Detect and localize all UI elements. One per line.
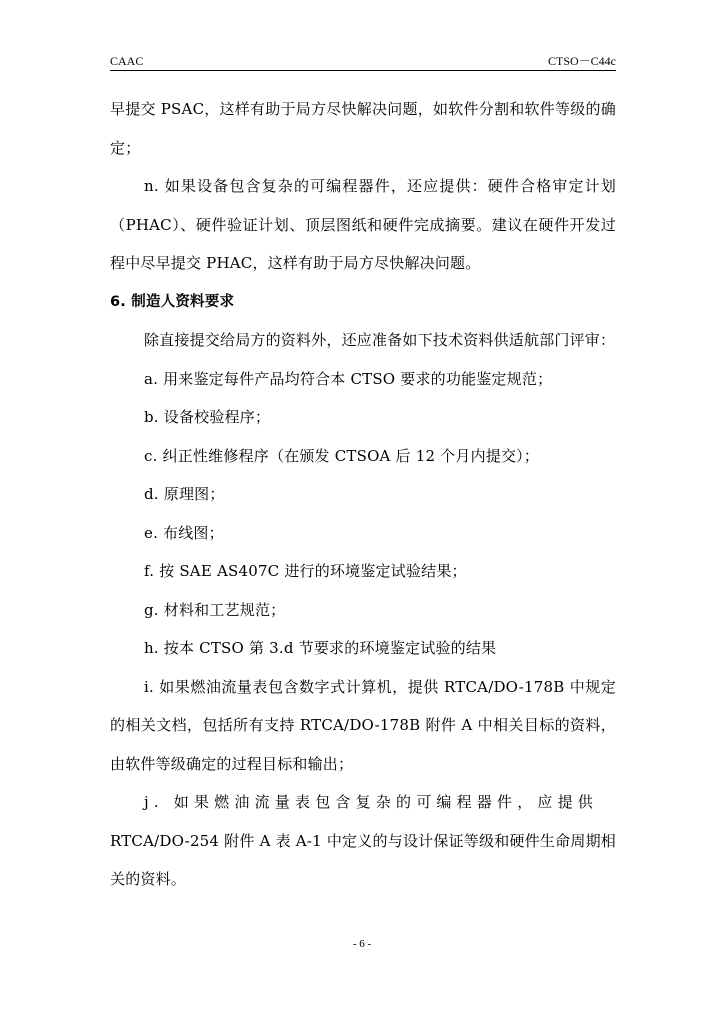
list-item-j-rest: RTCA/DO-254 附件 A 表 A-1 中定义的与设计保证等级和硬件生命周期相关的资料。	[110, 831, 616, 888]
list-item-f: f. 按 SAE AS407C 进行的环境鉴定试验结果；	[144, 562, 467, 580]
list-item-i: i. 如果燃油流量表包含数字式计算机，提供 RTCA/DO-178B 中规定的相关文档，包括所有支持 RTCA/DO-178B 附件 A 中相关目标的资料，由软件等级确定的过程目标和输出；	[110, 677, 616, 773]
page-number: - 6 -	[352, 938, 372, 950]
header-org: CAAC	[110, 54, 144, 68]
list-item-a: a. 用来鉴定每件产品均符合本 CTSO 要求的功能鉴定规范；	[144, 369, 553, 388]
header-doc-id: CTSO－C44c	[547, 54, 616, 68]
header-divider	[110, 70, 616, 71]
list-item-b: b. 设备校验程序；	[144, 408, 271, 426]
list-item-n: n. 如果设备包含复杂的可编程器件，还应提供：硬件合格审定计划（PHAC）、硬件验证计划、顶层图纸和硬件完成摘要。建议在硬件开发过程中尽早提交 PHAC，这样有助于局方尽快解决问题。	[110, 177, 616, 272]
list-item-j-line1: j. 如果燃油流量表包含复杂的可编程器件，应提供	[144, 793, 598, 811]
list-item-g: g. 材料和工艺规范；	[144, 600, 286, 619]
document-body	[110, 90, 616, 899]
list-item-c: c. 纠正性维修程序（在颁发 CTSOA 后 12 个月内提交）；	[144, 446, 540, 465]
list-item-h: h. 按本 CTSO 第 3.d 节要求的环境鉴定试验的结果	[144, 639, 497, 657]
paragraph-psac-continuation: 早提交 PSAC，这样有助于局方尽快解决问题，如软件分割和软件等级的确定；	[110, 100, 616, 157]
page-header	[110, 54, 616, 70]
section-heading-6: 6. 制造人资料要求	[110, 293, 235, 310]
list-item-e: e. 布线图；	[144, 523, 224, 542]
list-item-d: d. 原理图；	[144, 485, 225, 503]
paragraph-intro: 除直接提交给局方的资料外，还应准备如下技术资料供适航部门评审：	[144, 331, 616, 349]
